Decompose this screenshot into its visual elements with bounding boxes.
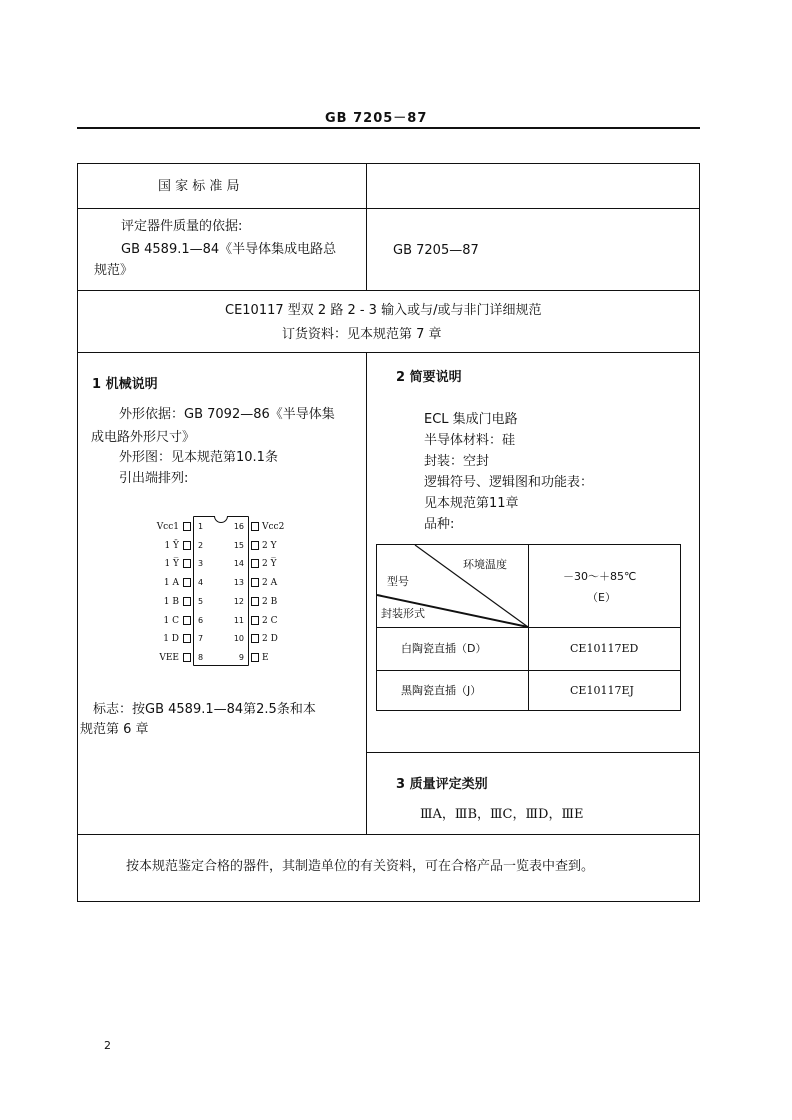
section2-line5: 见本规范第11章 <box>424 496 519 511</box>
pin-label: E <box>262 652 269 663</box>
column-divider <box>366 352 367 834</box>
pin-number: 7 <box>198 634 204 644</box>
pin-label: 1 A <box>163 578 179 589</box>
section2-line6: 品种: <box>424 517 455 532</box>
spec-frame <box>77 163 700 902</box>
pin-label: 2 B <box>262 596 278 607</box>
pin-number: 16 <box>233 522 244 531</box>
section2-line4: 逻辑符号、逻辑图和功能表： <box>424 475 594 490</box>
pin-pad <box>183 653 191 662</box>
pin-label: 1 B <box>163 596 179 607</box>
basis-line1: GB 4589.1—84《半导体集成电路总 <box>121 242 337 257</box>
section2-line1: ECL 集成门电路 <box>424 412 518 427</box>
pin-label: Vcc1 <box>156 522 179 532</box>
diag-label-temperature: 环境温度 <box>463 558 507 571</box>
pin-pad <box>183 541 191 550</box>
row-divider <box>366 752 700 753</box>
pin-number: 2 <box>198 540 204 550</box>
row-divider <box>77 352 700 353</box>
page-number: 2 <box>104 1039 111 1052</box>
pin-pad <box>251 578 259 587</box>
basis-label: 评定器件质量的依据: <box>121 219 243 234</box>
pin-pad <box>183 578 191 587</box>
quality-categories: ⅢA，ⅢB，ⅢC，ⅢD，ⅢE <box>420 807 584 822</box>
section2-line2: 半导体材料：硅 <box>424 433 516 448</box>
row-divider <box>77 834 700 835</box>
diag-label-model: 型号 <box>387 575 409 588</box>
temp-code: （E） <box>587 591 616 604</box>
pin-pad <box>251 634 259 643</box>
pin-pad <box>251 616 259 625</box>
pin-label: 2 D <box>262 634 278 645</box>
pin-label: 1 Ȳ <box>164 540 179 551</box>
pin-label: 1 Y̅ <box>164 559 179 570</box>
basis-line2: 规范》 <box>94 263 134 278</box>
variety-table <box>376 544 681 711</box>
section3-heading: 3 质量评定类别 <box>396 777 488 792</box>
footer-note: 按本规范鉴定合格的器件，其制造单位的有关资料，可在合格产品一览表中查到。 <box>126 859 595 874</box>
pkg-black-ceramic: 黑陶瓷直插（J） <box>401 684 482 697</box>
pin-pad <box>183 522 191 531</box>
pin-pad <box>251 653 259 662</box>
model-ed: CE10117ED <box>570 642 639 655</box>
row-divider <box>77 290 700 291</box>
marking-line2: 规范第 6 章 <box>80 722 149 737</box>
diag-label-package: 封装形式 <box>381 607 425 620</box>
pin-label: 1 D <box>163 634 179 645</box>
pin-pad <box>183 634 191 643</box>
pin-pad <box>251 522 259 531</box>
pin-number: 6 <box>198 615 204 625</box>
temp-range: －30～＋85℃ <box>563 570 637 583</box>
dip-pinout-diagram <box>193 516 249 666</box>
pin-number: 5 <box>198 596 204 606</box>
section2-heading: 2 简要说明 <box>396 370 462 385</box>
pin-label: VEE <box>159 652 179 663</box>
pin-label: 2 Y̅ <box>262 559 277 570</box>
marking-line1: 标志：按GB 4589.1—84第2.5条和本 <box>93 702 316 717</box>
pin-number: 10 <box>233 634 244 644</box>
pin-number: 13 <box>233 578 244 588</box>
pin-number: 3 <box>198 559 204 569</box>
pin-number: 14 <box>233 559 244 569</box>
pin-number: 8 <box>198 652 204 662</box>
pin-pad <box>251 597 259 606</box>
section1-line4: 引出端排列: <box>119 471 189 486</box>
pin-number: 12 <box>233 596 244 606</box>
pin-label: Vcc2 <box>262 522 285 532</box>
section1-line1: 外形依据：GB 7092—86《半导体集 <box>119 407 335 422</box>
standard-number: GB 7205—87 <box>393 243 479 258</box>
pin-pad <box>183 597 191 606</box>
ordering-info: 订货资料：见本规范第 7 章 <box>282 327 442 342</box>
pin-label: 2 A <box>262 578 278 589</box>
pin-number: 1 <box>198 522 204 531</box>
header-rule <box>77 127 700 129</box>
column-divider <box>366 163 367 290</box>
pin-pad <box>183 616 191 625</box>
model-ej: CE10117EJ <box>570 684 634 697</box>
section1-line2: 成电路外形尺寸》 <box>91 430 196 445</box>
ic-body <box>193 516 249 666</box>
standard-code-header: GB 7205－87 <box>325 111 428 126</box>
section1-heading: 1 机械说明 <box>92 377 158 392</box>
pin-pad <box>251 541 259 550</box>
pin-pad <box>251 559 259 568</box>
row-divider <box>77 208 700 209</box>
pin-label: 2 C <box>262 615 278 626</box>
pin-pad <box>183 559 191 568</box>
issuing-authority: 国 家 标 准 局 <box>158 179 240 194</box>
section2-line3: 封装：空封 <box>424 454 490 469</box>
pin-number: 15 <box>233 540 244 550</box>
pin-label: 1 C <box>163 615 179 626</box>
pin-number: 9 <box>238 652 244 662</box>
spec-title: CE10117 型双 2 路 2 - 3 输入或与/或与非门详细规范 <box>225 303 542 318</box>
pin-number: 4 <box>198 578 204 588</box>
pkg-white-ceramic: 白陶瓷直插（D） <box>401 642 487 655</box>
pin-number: 11 <box>233 615 244 625</box>
table-row-divider <box>377 670 680 671</box>
section1-line3: 外形图：见本规范第10.1条 <box>119 450 278 465</box>
pin-label: 2 Y <box>262 540 277 551</box>
